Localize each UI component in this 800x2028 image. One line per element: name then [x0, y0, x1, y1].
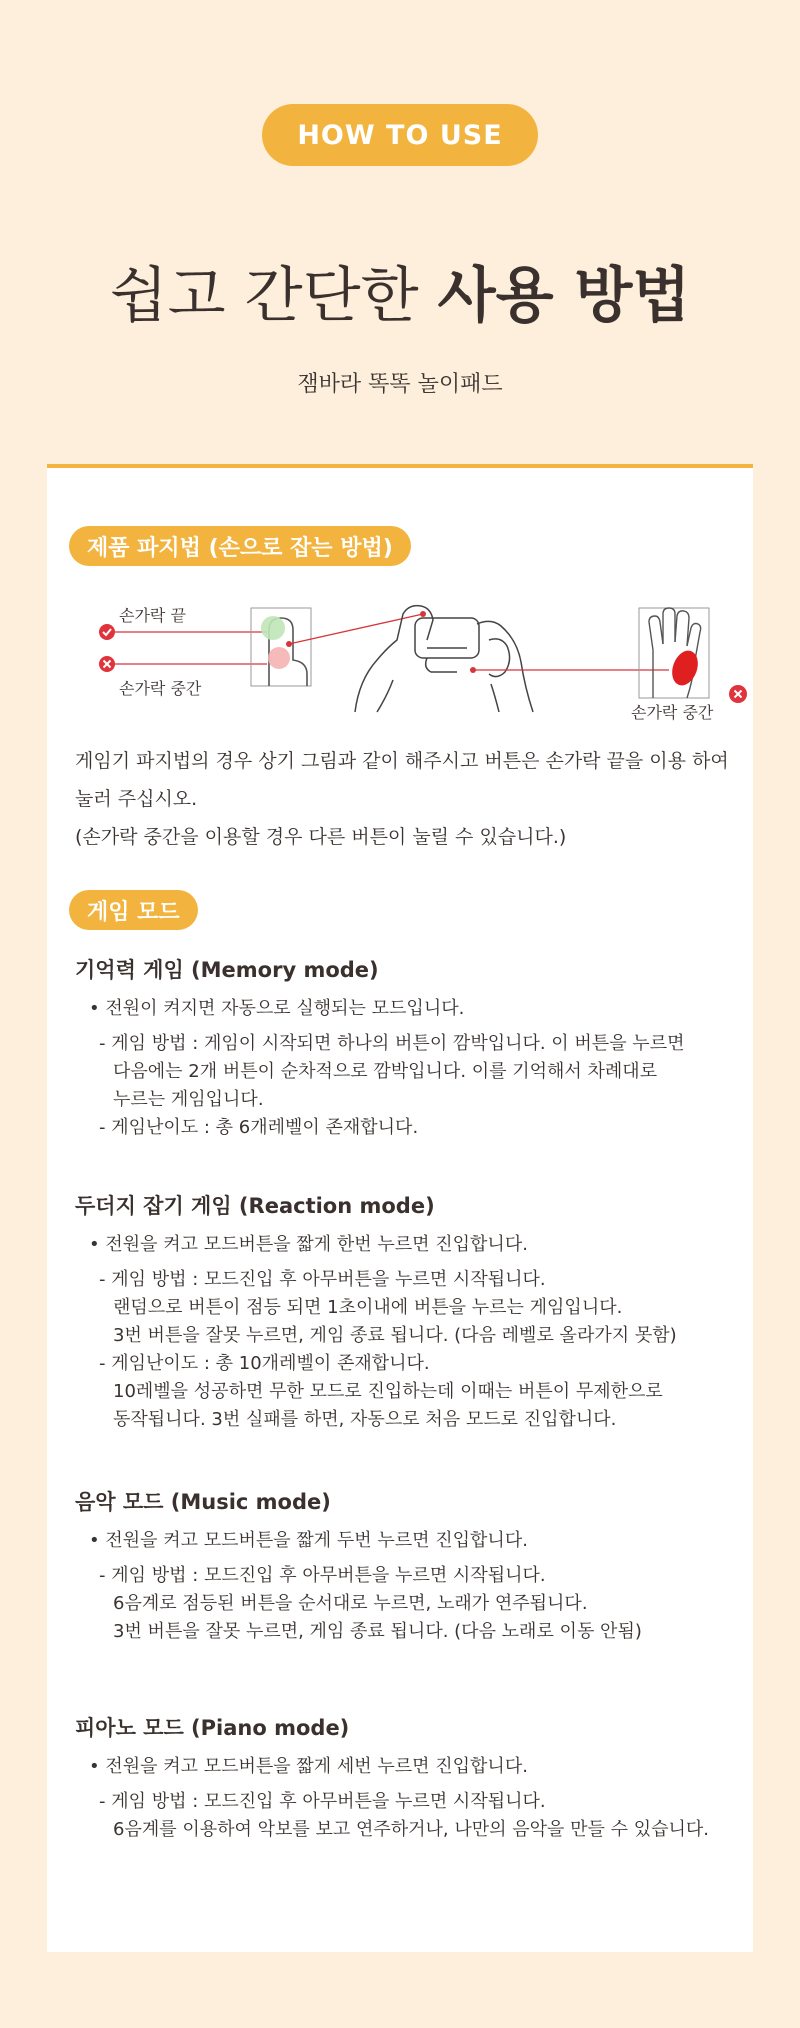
- music-mode-method: [99, 1562, 642, 1646]
- reaction-method-line-1: - 게임 방법 : 모드진입 후 아무버튼을 누르면 시작됩니다.: [99, 1269, 546, 1290]
- check-icon: [99, 624, 115, 640]
- grip-description-line-2: 눌러 주십시오.: [75, 788, 198, 810]
- hands-holding-device-icon: [355, 606, 533, 712]
- content-card: [47, 464, 753, 1952]
- reaction-difficulty-line-3: 동작됩니다. 3번 실패를 하면, 자동으로 처음 모드로 진입합니다.: [113, 1409, 617, 1430]
- piano-method-line-2: 6음계를 이용하여 악보를 보고 연주하거나, 나만의 음악을 만들 수 있습니다.: [113, 1819, 710, 1840]
- memory-mode-title: 기억력 게임 (Memory mode): [75, 958, 379, 982]
- x-icon-left: [99, 656, 115, 672]
- page-title-light: 쉽고 간단한: [109, 261, 419, 331]
- palm-middle-highlight: [668, 647, 703, 689]
- grip-illustration: [97, 600, 757, 740]
- music-method-line-2: 6음계로 점등된 버튼을 순서대로 누르면, 노래가 연주됩니다.: [113, 1593, 588, 1614]
- memory-method-line-3: 누르는 게임입니다.: [113, 1089, 264, 1110]
- x-icon-right: [729, 685, 747, 703]
- memory-method-line-2: 다음에는 2개 버튼이 순차적으로 깜박입니다. 이를 기억해서 차례대로: [113, 1061, 658, 1082]
- label-finger-tip: 손가락 끝: [119, 606, 186, 625]
- how-to-use-badge: HOW TO USE: [262, 104, 538, 166]
- reaction-mode-title: 두더지 잡기 게임 (Reaction mode): [75, 1194, 435, 1218]
- grip-section-tag: 제품 파지법 (손으로 잡는 방법): [69, 526, 411, 566]
- piano-mode-method: [99, 1788, 709, 1844]
- piano-mode-title: 피아노 모드 (Piano mode): [75, 1716, 350, 1740]
- memory-difficulty: - 게임난이도 : 총 6개레벨이 존재합니다.: [99, 1117, 419, 1138]
- music-method-line-3: 3번 버튼을 잘못 누르면, 게임 종료 됩니다. (다음 노래로 이동 안됨): [113, 1621, 642, 1642]
- label-finger-middle-right: 손가락 중간: [631, 703, 714, 722]
- music-mode-title: 음악 모드 (Music mode): [75, 1490, 331, 1514]
- reaction-mode-bullet: • 전원을 켜고 모드버튼을 짧게 한번 누르면 진입합니다.: [89, 1234, 528, 1255]
- music-method-line-1: - 게임 방법 : 모드진입 후 아무버튼을 누르면 시작됩니다.: [99, 1565, 546, 1586]
- product-name: 잼바라 똑똑 놀이패드: [297, 372, 503, 397]
- page-title-bold: 사용 방법: [437, 261, 691, 331]
- memory-method-line-1: - 게임 방법 : 게임이 시작되면 하나의 버튼이 깜박입니다. 이 버튼을 누르면: [99, 1033, 685, 1054]
- finger-middle-highlight: [268, 647, 290, 669]
- reaction-method-line-3: 3번 버튼을 잘못 누르면, 게임 종료 됩니다. (다음 레벨로 올라가지 못함): [113, 1325, 677, 1346]
- label-finger-middle-left: 손가락 중간: [119, 679, 202, 698]
- grip-description-line-3: (손가락 중간을 이용할 경우 다른 버튼이 눌릴 수 있습니다.): [75, 826, 567, 848]
- reaction-difficulty-line-2: 10레벨을 성공하면 무한 모드로 진입하는데 이때는 버튼이 무제한으로: [113, 1381, 663, 1402]
- piano-mode-bullet: • 전원을 켜고 모드버튼을 짧게 세번 누르면 진입합니다.: [89, 1756, 528, 1777]
- page-title: [0, 248, 800, 334]
- reaction-difficulty-line-1: - 게임난이도 : 총 10개레벨이 존재합니다.: [99, 1353, 430, 1374]
- piano-method-line-1: - 게임 방법 : 모드진입 후 아무버튼을 누르면 시작됩니다.: [99, 1791, 546, 1812]
- memory-mode-method: [99, 1030, 684, 1142]
- reaction-mode-method: [99, 1266, 677, 1434]
- memory-mode-bullet: • 전원이 켜지면 자동으로 실행되는 모드입니다.: [89, 998, 465, 1019]
- reaction-method-line-2: 랜덤으로 버튼이 점등 되면 1초이내에 버튼을 누르는 게임입니다.: [113, 1297, 623, 1318]
- grip-description-line-1: 게임기 파지법의 경우 상기 그림과 같이 해주시고 버튼은 손가락 끝을 이용 하여: [75, 750, 729, 772]
- finger-tip-highlight: [261, 616, 285, 640]
- music-mode-bullet: • 전원을 켜고 모드버튼을 짧게 두번 누르면 진입합니다.: [89, 1530, 528, 1551]
- game-mode-tag: 게임 모드: [69, 890, 198, 930]
